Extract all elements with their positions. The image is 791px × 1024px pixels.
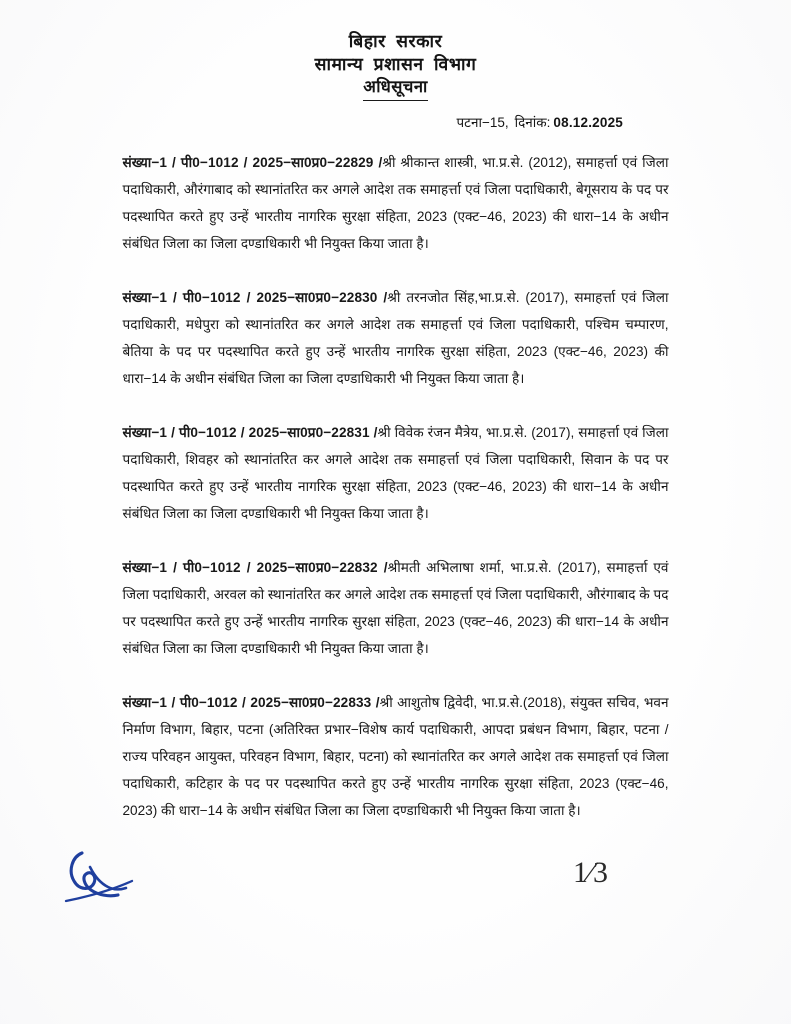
order-paragraph <box>123 419 669 527</box>
memo-number: संख्या−1 / पी0−1012 / 2025−सा0प्र0−22831 / <box>122 424 378 440</box>
dateline-label: दिनांक: <box>514 114 551 130</box>
order-text: श्रीमती अभिलाषा शर्मा, भा.प्र.से. (2017), समाहर्त्ता एवं जिला पदाधिकारी, अरवल को स्थानांतरित कर अगले आदेश तक समाहर्त्ता एवं जिला पदाधिकारी, औरंगाबाद के पद पर पदस्थापित करते हुए उन्हें भारतीय नागरिक सुरक्षा संहिता, 2023 (एक्ट−46, 2023) की धारा−14 के अधीन संबंधित जिला का जिला दण्डाधिकारी भी नियुक्त किया जाता है। <box>122 559 669 656</box>
order-text: श्री श्रीकान्त शास्त्री, भा.प्र.से. (2012), समाहर्त्ता एवं जिला पदाधिकारी, औरंगाबाद को स्थानांतरित कर अगले आदेश तक समाहर्त्ता एवं जिला पदाधिकारी, बेगूसराय के पद पर पदस्थापित करते हुए उन्हें भारतीय नागरिक सुरक्षा संहिता, 2023 (एक्ट−46, 2023) की धारा−14 के अधीन संबंधित जिला का जिला दण्डाधिकारी भी नियुक्त किया जाता है। <box>122 154 669 251</box>
department-name: सामान्य प्रशासन विभाग <box>314 54 477 75</box>
memo-number: संख्या−1 / पी0−1012 / 2025−सा0प्र0−22830 / <box>122 289 388 305</box>
page-number-mark: 1⁄3 <box>573 856 609 889</box>
dateline-value: 08.12.2025 <box>553 114 623 130</box>
document-body <box>123 131 669 824</box>
document-header <box>0 0 791 101</box>
memo-number: संख्या−1 / पी0−1012 / 2025−सा0प्र0−22829 / <box>122 154 383 170</box>
order-text: श्री तरनजोत सिंह,भा.प्र.से. (2017), समाहर्त्ता एवं जिला पदाधिकारी, मधेपुरा को स्थानांतरित कर अगले आदेश तक समाहर्त्ता एवं जिला पदाधिकारी, पश्चिम चम्पारण, बेतिया के पद पर पदस्थापित करते हुए उन्हें भारतीय नागरिक सुरक्षा संहिता, 2023 (एक्ट−46, 2023) की धारा−14 के अधीन संबंधित जिला का जिला दण्डाधिकारी भी नियुक्त किया जाता है। <box>122 289 669 386</box>
memo-number: संख्या−1 / पी0−1012 / 2025−सा0प्र0−22833 / <box>122 694 380 710</box>
order-text: श्री विवेक रंजन मैत्रेय, भा.प्र.से. (2017), समाहर्त्ता एवं जिला पदाधिकारी, शिवहर को स्थानांतरित कर अगले आदेश तक समाहर्त्ता एवं जिला पदाधिकारी, सिवान के पद पर पदस्थापित करते हुए उन्हें भारतीय नागरिक सुरक्षा संहिता, 2023 (एक्ट−46, 2023) की धारा−14 के अधीन संबंधित जिला का जिला दण्डाधिकारी भी नियुक्त किया जाता है। <box>122 424 669 521</box>
signature-icon <box>60 845 190 920</box>
order-text: श्री आशुतोष द्विवेदी, भा.प्र.से.(2018), संयुक्त सचिव, भवन निर्माण विभाग, बिहार, पटना (अतिरिक्त प्रभार−विशेष कार्य पदाधिकारी, आपदा प्रबंधन विभाग, बिहार, पटना / राज्य परिवहन आयुक्त, परिवहन विभाग, बिहार, पटना) को स्थानांतरित कर अगले आदेश तक समाहर्त्ता एवं जिला पदाधिकारी, कटिहार के पद पर पदस्थापित करते हुए उन्हें भारतीय नागरिक सुरक्षा संहिता, 2023 (एक्ट−46, 2023) की धारा−14 के अधीन संबंधित जिला का जिला दण्डाधिकारी भी नियुक्त किया जाता है। <box>122 694 669 818</box>
notification-title: अधिसूचना <box>363 77 428 101</box>
order-paragraph <box>123 149 669 257</box>
government-name: बिहार सरकार <box>348 31 443 51</box>
memo-number: संख्या−1 / पी0−1012 / 2025−सा0प्र0−22832 / <box>122 559 388 575</box>
dateline <box>0 113 791 131</box>
signature-mark <box>60 845 190 920</box>
order-paragraph <box>123 554 669 662</box>
dateline-place: पटना−15, <box>456 114 509 130</box>
order-paragraph <box>123 689 669 824</box>
order-paragraph <box>123 284 669 392</box>
